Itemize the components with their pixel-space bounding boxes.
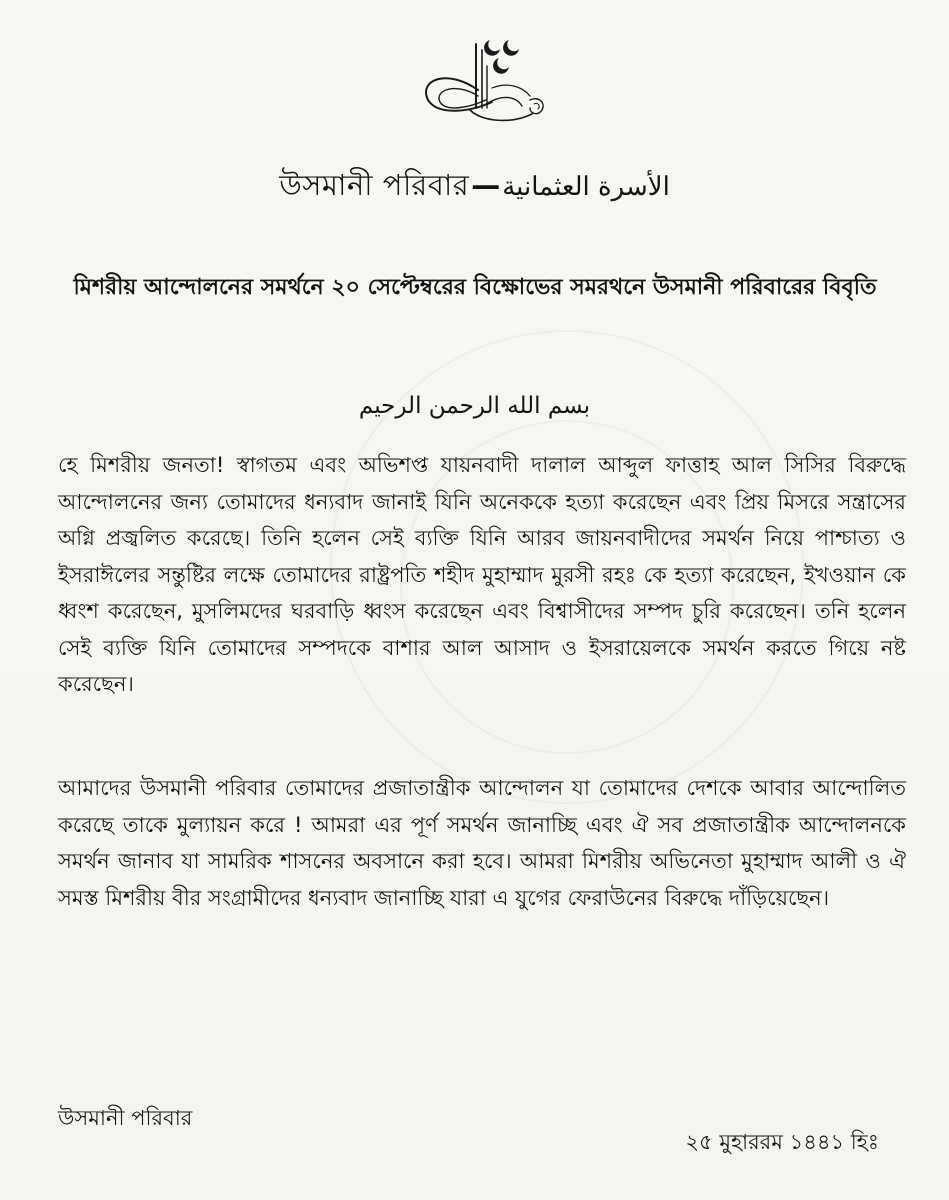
tughra-crescents-icon: [412, 30, 562, 128]
body-paragraph-2: আমাদের উসমানী পরিবার তোমাদের প্রজাতান্ত্রীক আন্দোলন যা তোমাদের দেশকে আবার আন্দোলিত করেছে তাকে মুল্যায়ন করে ! আমরা এর পূর্ণ সমর্থন জানাচ্ছি এবং ঐ সব প্রজাতান্ত্রীক আন্দোলনকে সমর্থন জানাব যা সামরিক শাসনের অবসানে করা হবে। আমরা মিশরীয় অভিনেতা মুহাম্মাদ আলী ও ঐ সমস্ত মিশরীয় বীর সংগ্রামীদের ধন্যবাদ জানাচ্ছি যারা এ যুগের ফেরাউনের বিরুদ্ধে দাঁড়িয়েছেন।: [58, 776, 906, 910]
page-title: [0, 163, 949, 209]
title-bengali: উসমানী পরিবার: [279, 168, 470, 202]
hijri-date: ২৫ মুহাররম ১৪৪১ হিঃ: [685, 1130, 879, 1154]
title-arabic: الأسرة العثمانية: [502, 172, 670, 202]
basmala: بسم الله الرحمن الرحيم: [358, 393, 591, 419]
body-paragraph-1: হে মিশরীয় জনতা! স্বাগতম এবং অভিশপ্ত যায়নবাদী দালাল আব্দুল ফাত্তাহ আল সিসির বিরুদ্ধে আন্দোলনের জন্য তোমাদের ধন্যবাদ জানাই যিনি অনেককে হত্যা করেছেন এবং প্রিয় মিসরে সন্ত্রাসের অগ্নি প্রজ্বলিত করেছে। তিনি হলেন সেই ব্যক্তি যিনি আরব জায়নবাদীদের সমর্থন নিয়ে পাশ্চাত্য ও ইসরাঈলের সন্তুষ্টির লক্ষে তোমাদের রাষ্ট্রপতি শহীদ মুহাম্মাদ মুরসী রহঃ কে হত্যা করেছেন, ইখওয়ান কে ধ্বংশ করেছেন, মুসলিমদের ঘরবাড়ি ধ্বংস করেছেন এবং বিশ্বাসীদের সম্পদ চুরি করেছেন। তনি হলেন সেই ব্যক্তি যিনি তোমাদের সম্পদকে বাশার আল আসাদ ও ইসরায়েলকে সমর্থন করতে গিয়ে নষ্ট করেছেন।: [58, 453, 906, 696]
title-separator: —: [471, 168, 501, 202]
statement-subtitle: মিশরীয় আন্দোলনের সমর্থনে ২০ সেপ্টেম্বরের বিক্ষোভের সমরথনে উসমানী পরিবারের বিবৃতি: [73, 275, 877, 300]
signature: উসমানী পরিবার: [58, 1106, 193, 1130]
